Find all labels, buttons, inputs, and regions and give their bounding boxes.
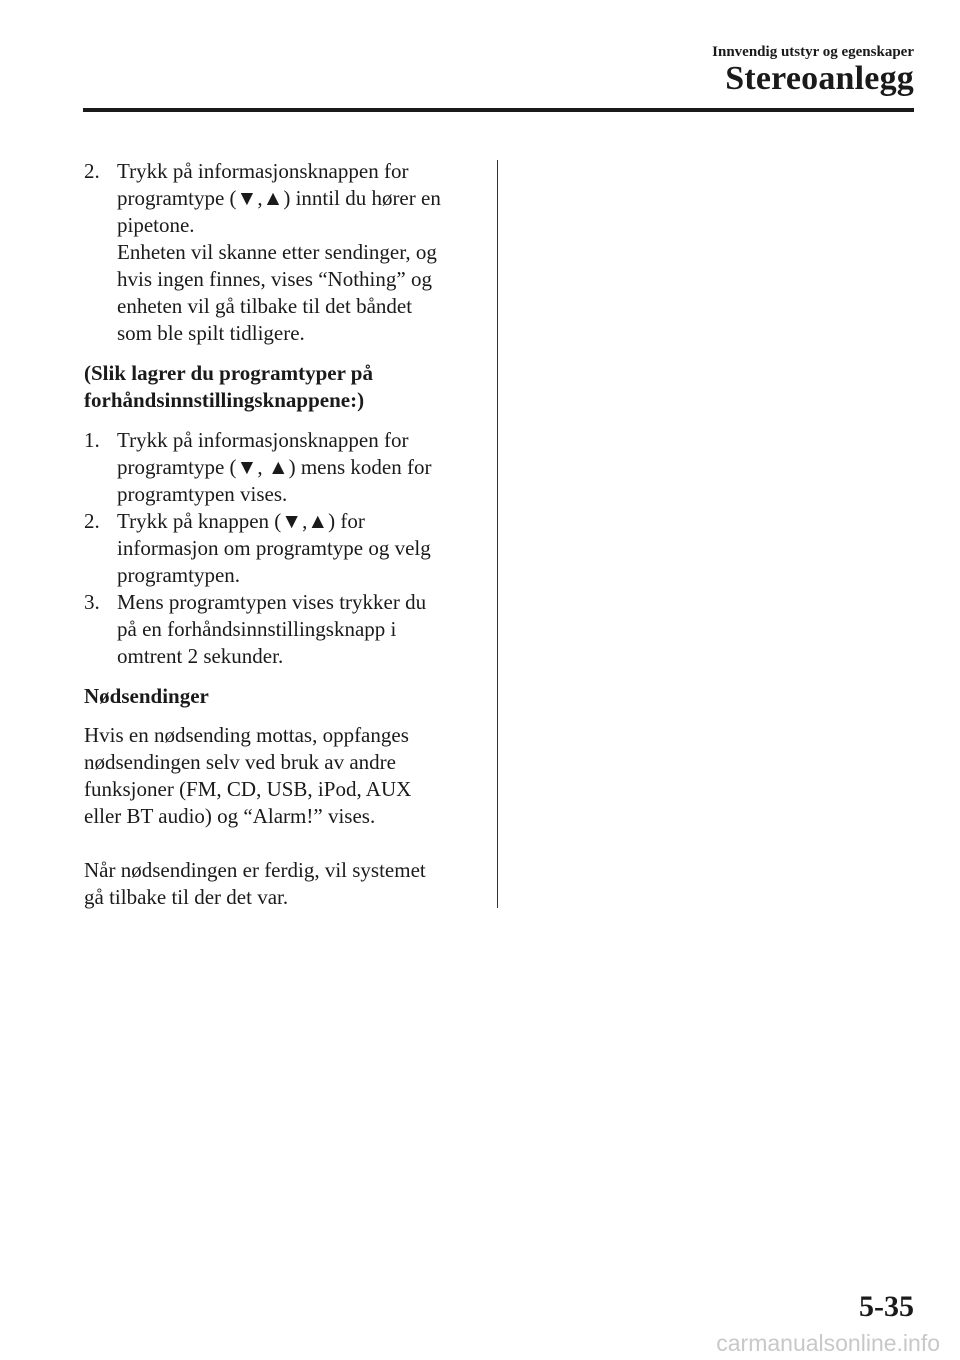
heading-line: forhåndsinnstillingsknappene:) xyxy=(84,388,365,412)
store-step-1 xyxy=(84,427,484,508)
emergency-paragraph-1 xyxy=(84,722,484,830)
step-line: Mens programtypen vises trykker du xyxy=(117,590,427,614)
step-line: programtype (▼, ▲) mens koden for xyxy=(117,455,432,479)
step-line: som ble spilt tidligere. xyxy=(117,321,305,345)
emergency-heading: Nødsendinger xyxy=(84,684,209,708)
step-line: hvis ingen finnes, vises “Nothing” og xyxy=(117,267,432,291)
store-heading xyxy=(84,360,484,414)
header-rule xyxy=(83,108,914,112)
step-number: 1. xyxy=(84,428,100,452)
paragraph-line: funksjoner (FM, CD, USB, iPod, AUX xyxy=(84,777,412,801)
step-line: enheten vil gå tilbake til det båndet xyxy=(117,294,413,318)
step-line: programtypen vises. xyxy=(117,482,288,506)
step-line: Trykk på informasjonsknappen for xyxy=(117,428,409,452)
page-number: 5-35 xyxy=(859,1290,914,1323)
step-line: Trykk på knappen (▼,▲) for xyxy=(117,509,365,533)
page-title: Stereoanlegg xyxy=(725,60,914,97)
paragraph-line: gå tilbake til der det var. xyxy=(84,885,289,909)
step-line: informasjon om programtype og velg xyxy=(117,536,431,560)
step-line: programtypen. xyxy=(117,563,241,587)
step-line: på en forhåndsinnstillingsknapp i xyxy=(117,617,397,641)
step-number: 2. xyxy=(84,509,100,533)
store-step-3 xyxy=(84,589,484,670)
spacer xyxy=(84,670,484,683)
step-line: Trykk på informasjonsknappen for xyxy=(117,159,409,183)
step-2-search xyxy=(84,158,484,347)
spacer xyxy=(84,710,484,722)
step-number: 3. xyxy=(84,590,100,614)
paragraph-line: Hvis en nødsending mottas, oppfanges xyxy=(84,723,409,747)
header-section-label: Innvendig utstyr og egenskaper xyxy=(712,44,914,60)
step-line: omtrent 2 sekunder. xyxy=(117,644,284,668)
heading-line: (Slik lagrer du programtyper på xyxy=(84,361,373,385)
paragraph-line: Når nødsendingen er ferdig, vil systemet xyxy=(84,858,426,882)
paragraph-line: eller BT audio) og “Alarm!” vises. xyxy=(84,804,376,828)
step-line: Enheten vil skanne etter sendinger, og xyxy=(117,240,437,264)
left-column xyxy=(84,158,484,911)
watermark: carmanualsonline.info xyxy=(716,1330,940,1356)
step-number: 2. xyxy=(84,159,100,183)
step-line: programtype (▼,▲) inntil du hører en xyxy=(117,186,441,210)
step-line: pipetone. xyxy=(117,213,195,237)
spacer xyxy=(84,347,484,360)
spacer xyxy=(84,830,484,857)
column-divider xyxy=(497,160,498,908)
paragraph-line: nødsendingen selv ved bruk av andre xyxy=(84,750,396,774)
emergency-paragraph-2 xyxy=(84,857,484,911)
spacer xyxy=(84,414,484,427)
store-step-2 xyxy=(84,508,484,589)
